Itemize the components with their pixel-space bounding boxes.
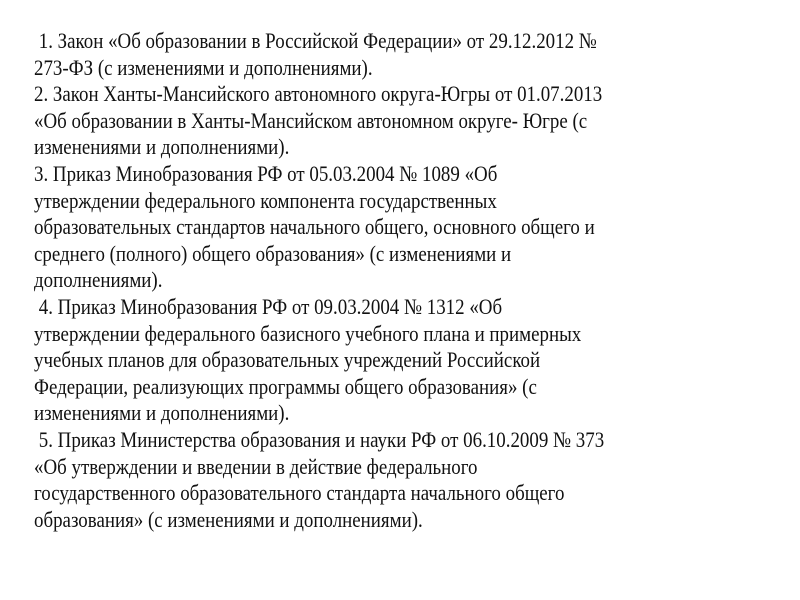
list-item-line: утверждении федерального компонента государственных (34, 187, 497, 213)
list-item-line: «Об утверждении и введении в действие федерального (34, 453, 478, 479)
list-item-line: образовательных стандартов начального общего, основного общего и (34, 214, 595, 240)
list-item-1 (34, 28, 794, 81)
list-item-line: 2. Закон Ханты-Мансийского автономного округа-Югры от 01.07.2013 (34, 81, 603, 107)
list-item-3 (34, 161, 794, 294)
legal-references-list (34, 28, 794, 533)
list-item-line: 273-ФЗ (с изменениями и дополнениями). (34, 54, 373, 80)
list-item-line: учебных планов для образовательных учреждений Российской (34, 347, 541, 373)
list-item-line: 3. Приказ Минобразования РФ от 05.03.2004 № 1089 «Об (34, 160, 498, 186)
list-item-line: дополнениями). (34, 267, 163, 293)
list-item-line: изменениями и дополнениями). (34, 134, 290, 160)
list-item-line: «Об образовании в Ханты-Мансийском автономном округе- Югре (с (34, 107, 588, 133)
list-item-line: образования» (с изменениями и дополнениями). (34, 506, 423, 532)
list-item-line: 1. Закон «Об образовании в Российской Федерации» от 29.12.2012 № (34, 28, 597, 53)
list-item-line: Федерации, реализующих программы общего образования» (с (34, 373, 537, 399)
list-item-line: государственного образовательного стандарта начального общего (34, 480, 565, 506)
list-item-line: 5. Приказ Министерства образования и науки РФ от 06.10.2009 № 373 (34, 426, 605, 452)
list-item-4 (34, 294, 794, 427)
list-item-5 (34, 427, 794, 533)
list-item-line: изменениями и дополнениями). (34, 400, 290, 426)
list-item-line: 4. Приказ Минобразования РФ от 09.03.2004 № 1312 «Об (34, 293, 503, 319)
list-item-line: среднего (полного) общего образования» (с изменениями и (34, 240, 512, 266)
list-item-line: утверждении федерального базисного учебного плана и примерных (34, 320, 582, 346)
list-item-2 (34, 81, 794, 161)
